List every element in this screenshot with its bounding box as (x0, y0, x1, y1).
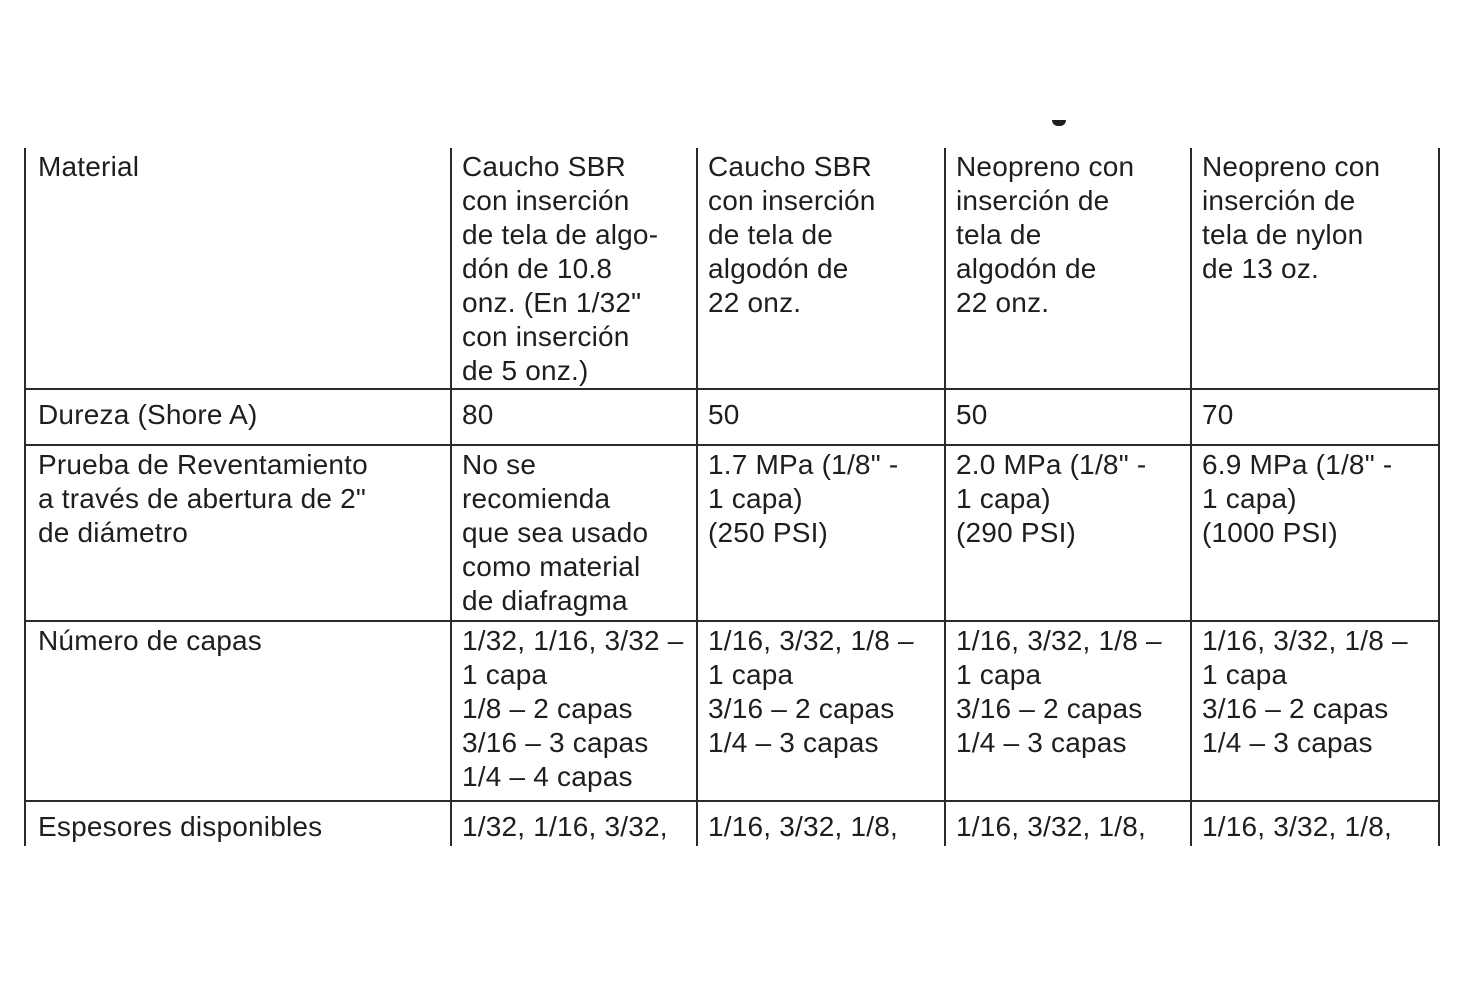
cell-material-col3: Neopreno con inserción de tela de algodón de 22 onz. (945, 148, 1191, 389)
row-label-hardness: Dureza (Shore A) (25, 389, 451, 445)
table-row-thicknesses (25, 801, 1439, 846)
cell-burst-col3: 2.0 MPa (1/8" - 1 capa) (290 PSI) (945, 445, 1191, 621)
cell-thick-col3: 1/16, 3/32, 1/8, (945, 801, 1191, 846)
row-label-burst-test: Prueba de Reventamiento a través de abertura de 2" de diámetro (25, 445, 451, 621)
cell-hardness-col1: 80 (451, 389, 697, 445)
row-label-material: Material (25, 148, 451, 389)
cell-burst-col4: 6.9 MPa (1/8" - 1 capa) (1000 PSI) (1191, 445, 1439, 621)
table-row-burst-test (25, 445, 1439, 621)
cell-hardness-col4: 70 (1191, 389, 1439, 445)
cell-burst-col1: No se recomienda que sea usado como material de diafragma (451, 445, 697, 621)
table-row-hardness (25, 389, 1439, 445)
cell-layers-col3: 1/16, 3/32, 1/8 – 1 capa 3/16 – 2 capas 1/4 – 3 capas (945, 621, 1191, 801)
table-row-material (25, 148, 1439, 389)
cell-layers-col1: 1/32, 1/16, 3/32 – 1 capa 1/8 – 2 capas 3/16 – 3 capas 1/4 – 4 capas (451, 621, 697, 801)
cell-material-col4: Neopreno con inserción de tela de nylon de 13 oz. (1191, 148, 1439, 389)
cell-layers-col2: 1/16, 3/32, 1/8 – 1 capa 3/16 – 2 capas 1/4 – 3 capas (697, 621, 945, 801)
cell-material-col2: Caucho SBR con inserción de tela de algodón de 22 onz. (697, 148, 945, 389)
cell-burst-col2: 1.7 MPa (1/8" - 1 capa) (250 PSI) (697, 445, 945, 621)
material-spec-table (24, 148, 1440, 846)
cell-thick-col2: 1/16, 3/32, 1/8, (697, 801, 945, 846)
row-label-thicknesses: Espesores disponibles (25, 801, 451, 846)
row-label-layers: Número de capas (25, 621, 451, 801)
cell-thick-col4: 1/16, 3/32, 1/8, (1191, 801, 1439, 846)
cell-layers-col4: 1/16, 3/32, 1/8 – 1 capa 3/16 – 2 capas 1/4 – 3 capas (1191, 621, 1439, 801)
cell-hardness-col2: 50 (697, 389, 945, 445)
cell-hardness-col3: 50 (945, 389, 1191, 445)
table-row-layers (25, 621, 1439, 801)
cell-thick-col1: 1/32, 1/16, 3/32, (451, 801, 697, 846)
cell-material-col1: Caucho SBR con inserción de tela de algo- dón de 10.8 onz. (En 1/32" con inserción de 5 onz.) (451, 148, 697, 389)
scanned-table-page (24, 120, 1440, 846)
